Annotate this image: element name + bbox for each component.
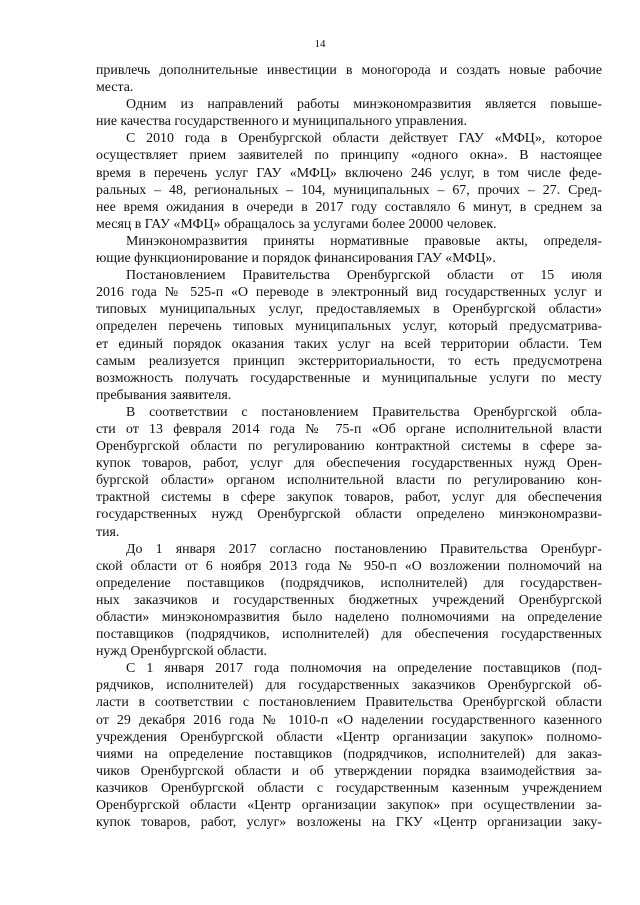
text-line: купок товаров, работ, услуг» возложены на ГКУ «Центр организации заку- xyxy=(96,815,602,831)
text-line: рядчиков, исполнителей) для государственных заказчиков Оренбургской об- xyxy=(96,678,602,694)
text-line: Оренбургской области «Центр организации закупок» при осуществлении за- xyxy=(96,798,602,814)
paragraph xyxy=(96,62,602,96)
text-line: трактной системы в сфере закупок товаров, работ, услуг для обеспечения xyxy=(96,490,602,506)
text-line: Одним из направлений работы минэкономразвития является повыше- xyxy=(126,97,602,113)
text-line: ние качества государственного и муниципального управления. xyxy=(96,114,467,130)
text-line: сти от 13 февраля 2014 года № 75-п «Об органе исполнительной власти xyxy=(96,421,602,437)
page-number: 14 xyxy=(314,38,326,50)
text-line: ных заказчиков и государственных бюджетных учреждений Оренбургской xyxy=(96,592,602,608)
text-line: учреждения Оренбургской области «Центр организации закупок» полномо- xyxy=(96,729,602,745)
text-line: ральных – 48, региональных – 104, муниципальных – 67, прочих – 27. Сред- xyxy=(96,182,602,198)
text-line: ласти в соответствии с постановлением Правительства Оренбургской области xyxy=(96,695,602,711)
text-line: До 1 января 2017 согласно постановлению Правительства Оренбург- xyxy=(126,541,602,557)
text-line: пребывания заявителя. xyxy=(96,387,232,403)
text-line: Минэкономразвития приняты нормативные правовые акты, определя- xyxy=(126,233,602,249)
text-line: время в перечень услуг ГАУ «МФЦ» включено 246 услуг, в том числе феде- xyxy=(96,165,602,181)
text-line: возможность получать государственные и муниципальные услуги по месту xyxy=(96,370,602,386)
text-line: ющие функционирование и порядок финансирования ГАУ «МФЦ». xyxy=(96,251,496,267)
text-line: ет единый порядок оказания таких услуг на всей территории области. Тем xyxy=(96,336,602,352)
text-line: самым реализуется принцип экстерриториальности, то есть предусмотрена xyxy=(96,353,602,369)
text-line: бургской области» органом исполнительной власти по регулированию кон- xyxy=(96,473,602,489)
text-line: определен перечень типовых муниципальных услуг, который предусматрива- xyxy=(96,319,602,335)
text-line: Постановлением Правительства Оренбургской области от 15 июля xyxy=(126,268,602,284)
text-line: места. xyxy=(96,80,134,96)
paragraph xyxy=(96,130,602,233)
paragraph xyxy=(96,96,602,130)
text-line: чиков Оренбургской области и об утверждении порядка взаимодействия за- xyxy=(96,763,602,779)
paragraph xyxy=(96,541,602,661)
text-line: казчиков Оренбургской области с государственным казенным учреждением xyxy=(96,780,602,796)
text-line: определение поставщиков (подрядчиков, исполнителей) для государствен- xyxy=(96,575,602,591)
text-line: месяц в ГАУ «МФЦ» обращалось за услугами более 20000 человек. xyxy=(96,216,497,232)
text-line: привлечь дополнительные инвестиции в моногорода и создать новые рабочие xyxy=(96,63,602,78)
text-line: государственных нужд Оренбургской области определено минэкономразви- xyxy=(96,507,602,523)
text-line: нужд Оренбургской области. xyxy=(96,644,268,660)
text-line: Оренбургской области по регулированию контрактной системы в сфере за- xyxy=(96,439,602,455)
text-line: нее время ожидания в очереди в 2017 году составляло 6 минут, в среднем за xyxy=(96,199,602,215)
paragraph xyxy=(96,233,602,267)
paragraph xyxy=(96,404,602,541)
text-line: поставщиков (подрядчиков, исполнителей) для обеспечения государственных xyxy=(96,627,602,643)
document-body xyxy=(96,62,602,831)
text-line: типовых муниципальных услуг, предоставляемых в Оренбургской области» xyxy=(96,302,602,318)
text-line: чиями на определение поставщиков (подрядчиков, исполнителей) для заказ- xyxy=(96,746,602,762)
text-line: С 1 января 2017 года полномочия на определение поставщиков (под- xyxy=(126,661,602,677)
paragraph xyxy=(96,660,602,831)
text-line: купок товаров, работ, услуг для обеспечения государственных нужд Орен- xyxy=(96,456,602,472)
text-line: от 29 декабря 2016 года № 1010-п «О наделении государственного казенного xyxy=(96,712,602,728)
text-line: области» минэкономразвития было наделено полномочиями на определение xyxy=(96,610,602,625)
text-line: осуществляет прием заявителей по принципу «одного окна». В настоящее xyxy=(96,148,602,164)
text-line: ской области от 6 ноября 2013 года № 950-п «О возложении полномочий на xyxy=(96,558,602,574)
text-line: тия. xyxy=(96,524,120,540)
text-line: 2016 года № 525-п «О переводе в электронный вид государственных услуг и xyxy=(96,285,602,301)
text-line: С 2010 года в Оренбургской области действует ГАУ «МФЦ», которое xyxy=(126,131,602,147)
paragraph xyxy=(96,267,602,404)
text-line: В соответствии с постановлением Правительства Оренбургской обла- xyxy=(126,404,602,420)
